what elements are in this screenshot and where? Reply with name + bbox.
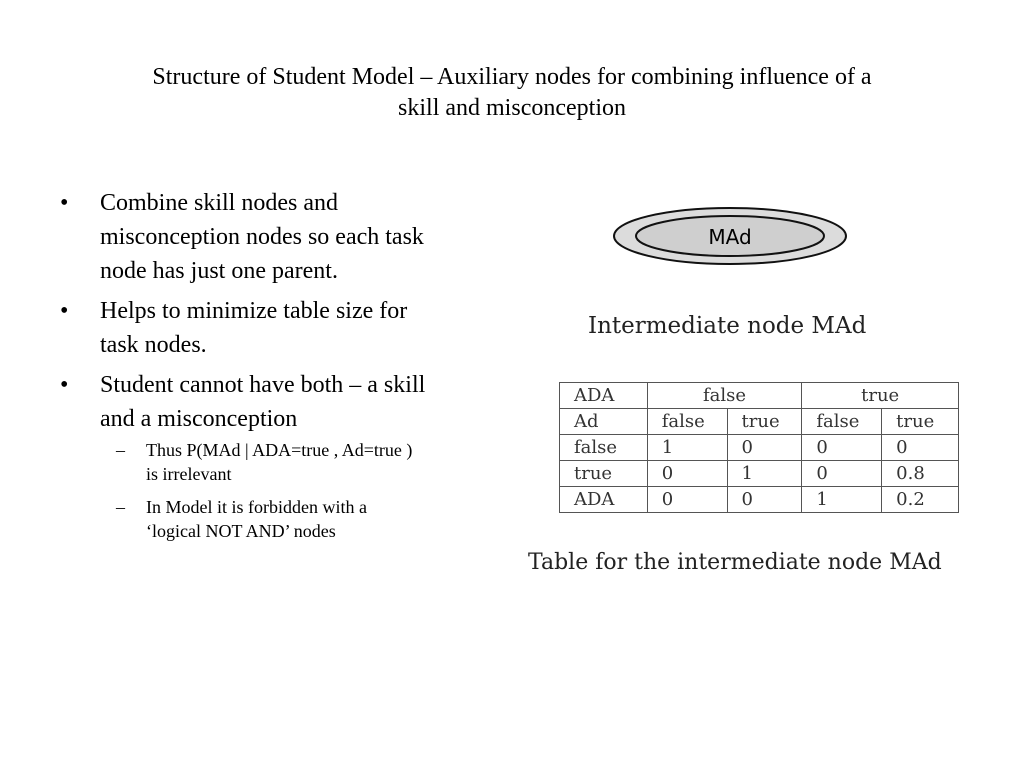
bullet-text-line: Student cannot have both – a skill — [100, 372, 426, 398]
intermediate-node-diagram — [612, 206, 848, 266]
table-row — [560, 435, 959, 461]
bullet-marker: • — [60, 372, 69, 398]
table-header-cell: false — [802, 409, 882, 435]
bullet-text-line: and a misconception — [100, 406, 298, 432]
sub-bullet-text-line: In Model it is forbidden with a — [146, 497, 367, 517]
table-header-cell: true — [802, 383, 959, 409]
table-cell: 0 — [727, 487, 802, 513]
table-header-cell: false — [647, 409, 727, 435]
table-cell: 0.8 — [882, 461, 959, 487]
node-label: MAd — [708, 225, 752, 249]
bullet-text-line: Helps to minimize table size for — [100, 298, 408, 324]
bullet-text-line: node has just one parent. — [100, 258, 338, 284]
table-cell: 0 — [647, 487, 727, 513]
table-row — [560, 487, 959, 513]
bullet-text-line: misconception nodes so each task — [100, 224, 424, 250]
table-row — [560, 461, 959, 487]
table-cell: true — [560, 461, 648, 487]
sub-bullet-item — [100, 495, 498, 543]
node-caption: Intermediate node MAd — [588, 313, 867, 339]
bullet-item — [58, 186, 498, 288]
sub-bullet-text-line: ‘logical NOT AND’ nodes — [146, 521, 336, 541]
bullet-list — [58, 186, 498, 552]
slide-title — [60, 62, 964, 124]
table-header-cell: Ad — [560, 409, 648, 435]
sub-bullet-text-line: is irrelevant — [146, 464, 232, 484]
table-cell: 1 — [802, 487, 882, 513]
table-caption: Table for the intermediate node MAd — [528, 550, 942, 575]
title-line-1: Structure of Student Model – Auxiliary nodes for combining influence of a — [152, 64, 872, 90]
node-ellipse-graphic — [612, 206, 848, 266]
table-header-row — [560, 383, 959, 409]
table-header-cell: false — [647, 383, 802, 409]
table-header-cell: ADA — [560, 383, 648, 409]
table-header-cell: true — [882, 409, 959, 435]
sub-bullet-marker: – — [116, 497, 125, 517]
table-cell: 0 — [882, 435, 959, 461]
bullet-text-line: task nodes. — [100, 332, 207, 358]
table-cell: 0 — [802, 461, 882, 487]
table-cell: 1 — [647, 435, 727, 461]
table-cell: 0.2 — [882, 487, 959, 513]
bullet-item — [58, 368, 498, 543]
title-line-2: skill and misconception — [398, 95, 626, 121]
conditional-probability-table — [559, 382, 959, 513]
sub-bullet-list — [100, 438, 498, 543]
table-cell: 0 — [727, 435, 802, 461]
table-cell: 0 — [647, 461, 727, 487]
sub-bullet-item — [100, 438, 498, 486]
table-header-row — [560, 409, 959, 435]
table-cell: 1 — [727, 461, 802, 487]
bullet-item — [58, 294, 498, 362]
table-cell: false — [560, 435, 648, 461]
sub-bullet-text-line: Thus P(MAd | ADA=true , Ad=true ) — [146, 440, 413, 460]
bullet-text-line: Combine skill nodes and — [100, 190, 338, 216]
table-cell: 0 — [802, 435, 882, 461]
table-header-cell: true — [727, 409, 802, 435]
bullet-marker: • — [60, 190, 69, 216]
sub-bullet-marker: – — [116, 440, 125, 460]
table-cell: ADA — [560, 487, 648, 513]
bullet-marker: • — [60, 298, 69, 324]
